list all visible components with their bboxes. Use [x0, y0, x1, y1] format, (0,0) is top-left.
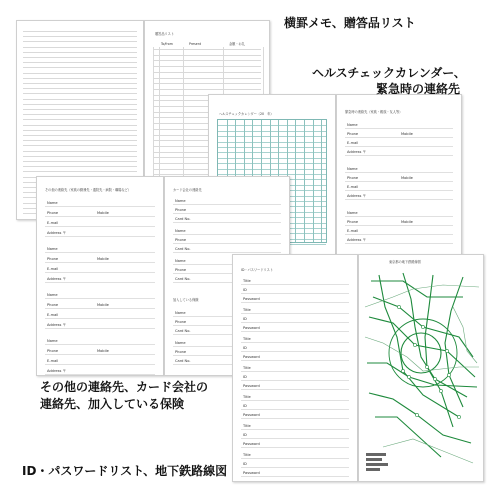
caption-memo: 横罫メモ、贈答品リスト [284, 16, 416, 30]
field-line [241, 467, 349, 468]
field-line [173, 213, 281, 214]
ruled-line [23, 140, 137, 141]
field-label: ID [243, 375, 247, 379]
field-line [45, 226, 155, 227]
field-line [45, 262, 155, 263]
ruled-line [23, 135, 137, 136]
field-label: Password [243, 297, 260, 301]
calendar-row-line [218, 136, 326, 137]
field-line [45, 308, 155, 309]
calendar-row-line [218, 125, 326, 126]
field-label: Name [175, 311, 186, 315]
field-label: Title [243, 366, 251, 370]
field-line [45, 354, 155, 355]
insurance-title: 加入している保険 [173, 298, 199, 302]
field-line [45, 328, 155, 329]
field-label: Name [175, 229, 186, 233]
field-line [173, 243, 281, 244]
field-line [241, 438, 349, 439]
field-label: ID [243, 288, 247, 292]
field-line [241, 418, 349, 419]
ruled-line [23, 109, 137, 110]
field-label: Mobile [97, 303, 109, 307]
field-line [345, 234, 453, 235]
field-label: Name [47, 293, 58, 297]
field-label: Title [243, 279, 251, 283]
field-label: Phone [47, 303, 59, 307]
field-label: Phone [47, 211, 59, 215]
field-line [241, 302, 349, 303]
field-label: Phone [347, 220, 359, 224]
emergency-contacts-page [336, 94, 462, 256]
field-label: E-mail [47, 313, 59, 317]
emergency-title: 緊急時の連絡先（家族・親族・友人等） [345, 110, 403, 114]
field-line [45, 216, 155, 217]
field-label: Phone [347, 132, 359, 136]
field-label: E-mail [47, 359, 59, 363]
ruled-line [23, 31, 137, 32]
gift-list-title: 贈答品リスト [155, 32, 175, 36]
field-line [241, 360, 349, 361]
field-label: Name [347, 167, 358, 171]
gift-row-line [153, 60, 261, 61]
field-label: Address 〒 [47, 369, 67, 373]
field-label: Name [175, 259, 186, 263]
gift-row-line [153, 78, 261, 79]
field-label: Password [243, 384, 260, 388]
field-line [241, 284, 349, 285]
field-line [241, 429, 349, 430]
field-line [45, 272, 155, 273]
field-line [173, 234, 281, 235]
field-line [241, 331, 349, 332]
field-line [173, 204, 281, 205]
card-company-title: カード会社の連絡先 [173, 188, 202, 192]
calendar-row-line [218, 142, 326, 143]
field-label: Card No. [175, 329, 191, 333]
caption-id-list: ID・パスワードリスト、地下鉄路線図 [22, 464, 228, 478]
caption-other-line2: 連絡先、加入している保険 [40, 397, 185, 411]
calendar-row-line [218, 169, 326, 170]
ruled-line [23, 78, 137, 79]
field-line [241, 409, 349, 410]
calendar-col-line [295, 120, 296, 242]
field-label: Title [243, 453, 251, 457]
field-line [173, 222, 281, 223]
ruled-line [23, 145, 137, 146]
password-list-page [232, 254, 358, 482]
field-line [241, 458, 349, 459]
field-line [45, 298, 155, 299]
ruled-line [23, 73, 137, 74]
field-label: Card No. [175, 277, 191, 281]
gift-row-line [153, 55, 261, 56]
ruled-line [23, 62, 137, 63]
caption-health-line2: 緊急時の連絡先 [376, 82, 461, 96]
field-label: Address 〒 [347, 238, 367, 242]
field-line [45, 206, 155, 207]
field-label: Phone [347, 176, 359, 180]
field-line [345, 172, 453, 173]
field-label: Mobile [97, 211, 109, 215]
field-label: Password [243, 326, 260, 330]
field-label: Mobile [97, 349, 109, 353]
field-line [45, 252, 155, 253]
field-label: Address 〒 [347, 194, 367, 198]
ruled-line [23, 125, 137, 126]
field-line [45, 364, 155, 365]
field-line [241, 447, 349, 448]
field-line [345, 181, 453, 182]
field-label: Phone [47, 349, 59, 353]
field-label: E-mail [347, 141, 359, 145]
calendar-col-line [304, 120, 305, 242]
gift-row-line [153, 83, 261, 84]
calendar-row-line [218, 158, 326, 159]
field-label: Address 〒 [347, 150, 367, 154]
field-line [241, 351, 349, 352]
field-line [45, 318, 155, 319]
field-label: ID [243, 462, 247, 466]
ruled-line [23, 41, 137, 42]
field-label: Password [243, 413, 260, 417]
password-list-title: ID・パスワードリスト [241, 268, 274, 272]
subway-map-title: 東京都の地下鉄路線図 [389, 260, 421, 264]
field-label: Mobile [401, 176, 413, 180]
ruled-line [23, 119, 137, 120]
field-label: Mobile [401, 220, 413, 224]
field-label: Phone [47, 257, 59, 261]
field-label: Password [243, 355, 260, 359]
field-line [345, 216, 453, 217]
field-line [345, 190, 453, 191]
gift-row-line [153, 72, 261, 73]
field-label: Name [347, 123, 358, 127]
field-label: Card No. [175, 359, 191, 363]
calendar-row-line [218, 174, 326, 175]
field-label: E-mail [347, 185, 359, 189]
field-line [45, 236, 155, 237]
ruled-line [23, 36, 137, 37]
ruled-line [23, 166, 137, 167]
ruled-line [23, 161, 137, 162]
field-line [173, 252, 281, 253]
field-label: ID [243, 433, 247, 437]
field-label: Card No. [175, 217, 191, 221]
ruled-line [23, 104, 137, 105]
field-label: E-mail [347, 229, 359, 233]
ruled-line [23, 57, 137, 58]
field-line [241, 342, 349, 343]
caption-health-line1: ヘルスチェックカレンダー、 [312, 66, 466, 80]
ruled-line [23, 156, 137, 157]
subway-map-page [358, 254, 484, 482]
field-line [345, 243, 453, 244]
field-line [241, 322, 349, 323]
field-label: Name [175, 199, 186, 203]
gift-row-line [153, 66, 261, 67]
other-contacts-page [36, 176, 164, 376]
field-line [345, 155, 453, 156]
field-label: ID [243, 317, 247, 321]
calendar-row-line [218, 147, 326, 148]
calendar-row-line [218, 152, 326, 153]
gift-col-price: 金額・お礼 [229, 42, 245, 46]
field-line [241, 293, 349, 294]
field-label: Card No. [175, 247, 191, 251]
field-line [345, 146, 453, 147]
ruled-line [23, 52, 137, 53]
gift-col-item: Present [189, 42, 201, 46]
field-label: Mobile [401, 132, 413, 136]
calendar-row-line [218, 131, 326, 132]
field-line [241, 371, 349, 372]
ruled-line [23, 171, 137, 172]
field-line [241, 476, 349, 477]
field-label: Address 〒 [47, 277, 67, 281]
ruled-line [23, 88, 137, 89]
field-line [241, 313, 349, 314]
field-label: Title [243, 395, 251, 399]
field-label: Title [243, 308, 251, 312]
caption-other-line1: その他の連絡先、カード会社の [40, 380, 209, 394]
field-label: Password [243, 442, 260, 446]
field-label: Title [243, 424, 251, 428]
ruled-line [23, 83, 137, 84]
field-line [45, 282, 155, 283]
field-label: Phone [175, 238, 187, 242]
calendar-col-line [313, 120, 314, 242]
field-label: Phone [175, 320, 187, 324]
field-line [45, 374, 155, 375]
field-label: Name [347, 211, 358, 215]
field-label: Phone [175, 208, 187, 212]
field-line [345, 128, 453, 129]
ruled-line [23, 47, 137, 48]
field-label: Address 〒 [47, 231, 67, 235]
ruled-line [23, 93, 137, 94]
ruled-line [23, 67, 137, 68]
ruled-line [23, 99, 137, 100]
field-label: Name [175, 341, 186, 345]
field-line [241, 380, 349, 381]
ruled-line [23, 130, 137, 131]
gift-row-line [153, 49, 261, 50]
field-label: Name [47, 201, 58, 205]
field-label: Name [47, 247, 58, 251]
other-contacts-title: その他の連絡先（家族の勤務先・通院先・病院・職場など） [45, 188, 132, 192]
field-label: ID [243, 404, 247, 408]
subway-map [363, 267, 481, 477]
field-label: Mobile [97, 257, 109, 261]
gift-col-date: To/from [161, 42, 173, 46]
gift-row-line [153, 89, 261, 90]
field-line [345, 137, 453, 138]
field-label: Title [243, 337, 251, 341]
field-line [241, 389, 349, 390]
field-label: E-mail [47, 267, 59, 271]
field-line [45, 344, 155, 345]
field-line [345, 199, 453, 200]
calendar-row-line [218, 163, 326, 164]
calendar-col-line [321, 120, 322, 242]
field-label: ID [243, 346, 247, 350]
field-label: E-mail [47, 221, 59, 225]
field-label: Password [243, 471, 260, 475]
field-label: Address 〒 [47, 323, 67, 327]
field-label: Phone [175, 268, 187, 272]
field-label: Name [47, 339, 58, 343]
calendar-title: ヘルスチェックカレンダー（20 年） [219, 112, 274, 116]
ruled-line [23, 114, 137, 115]
field-line [345, 225, 453, 226]
field-line [241, 400, 349, 401]
field-label: Phone [175, 350, 187, 354]
ruled-line [23, 151, 137, 152]
